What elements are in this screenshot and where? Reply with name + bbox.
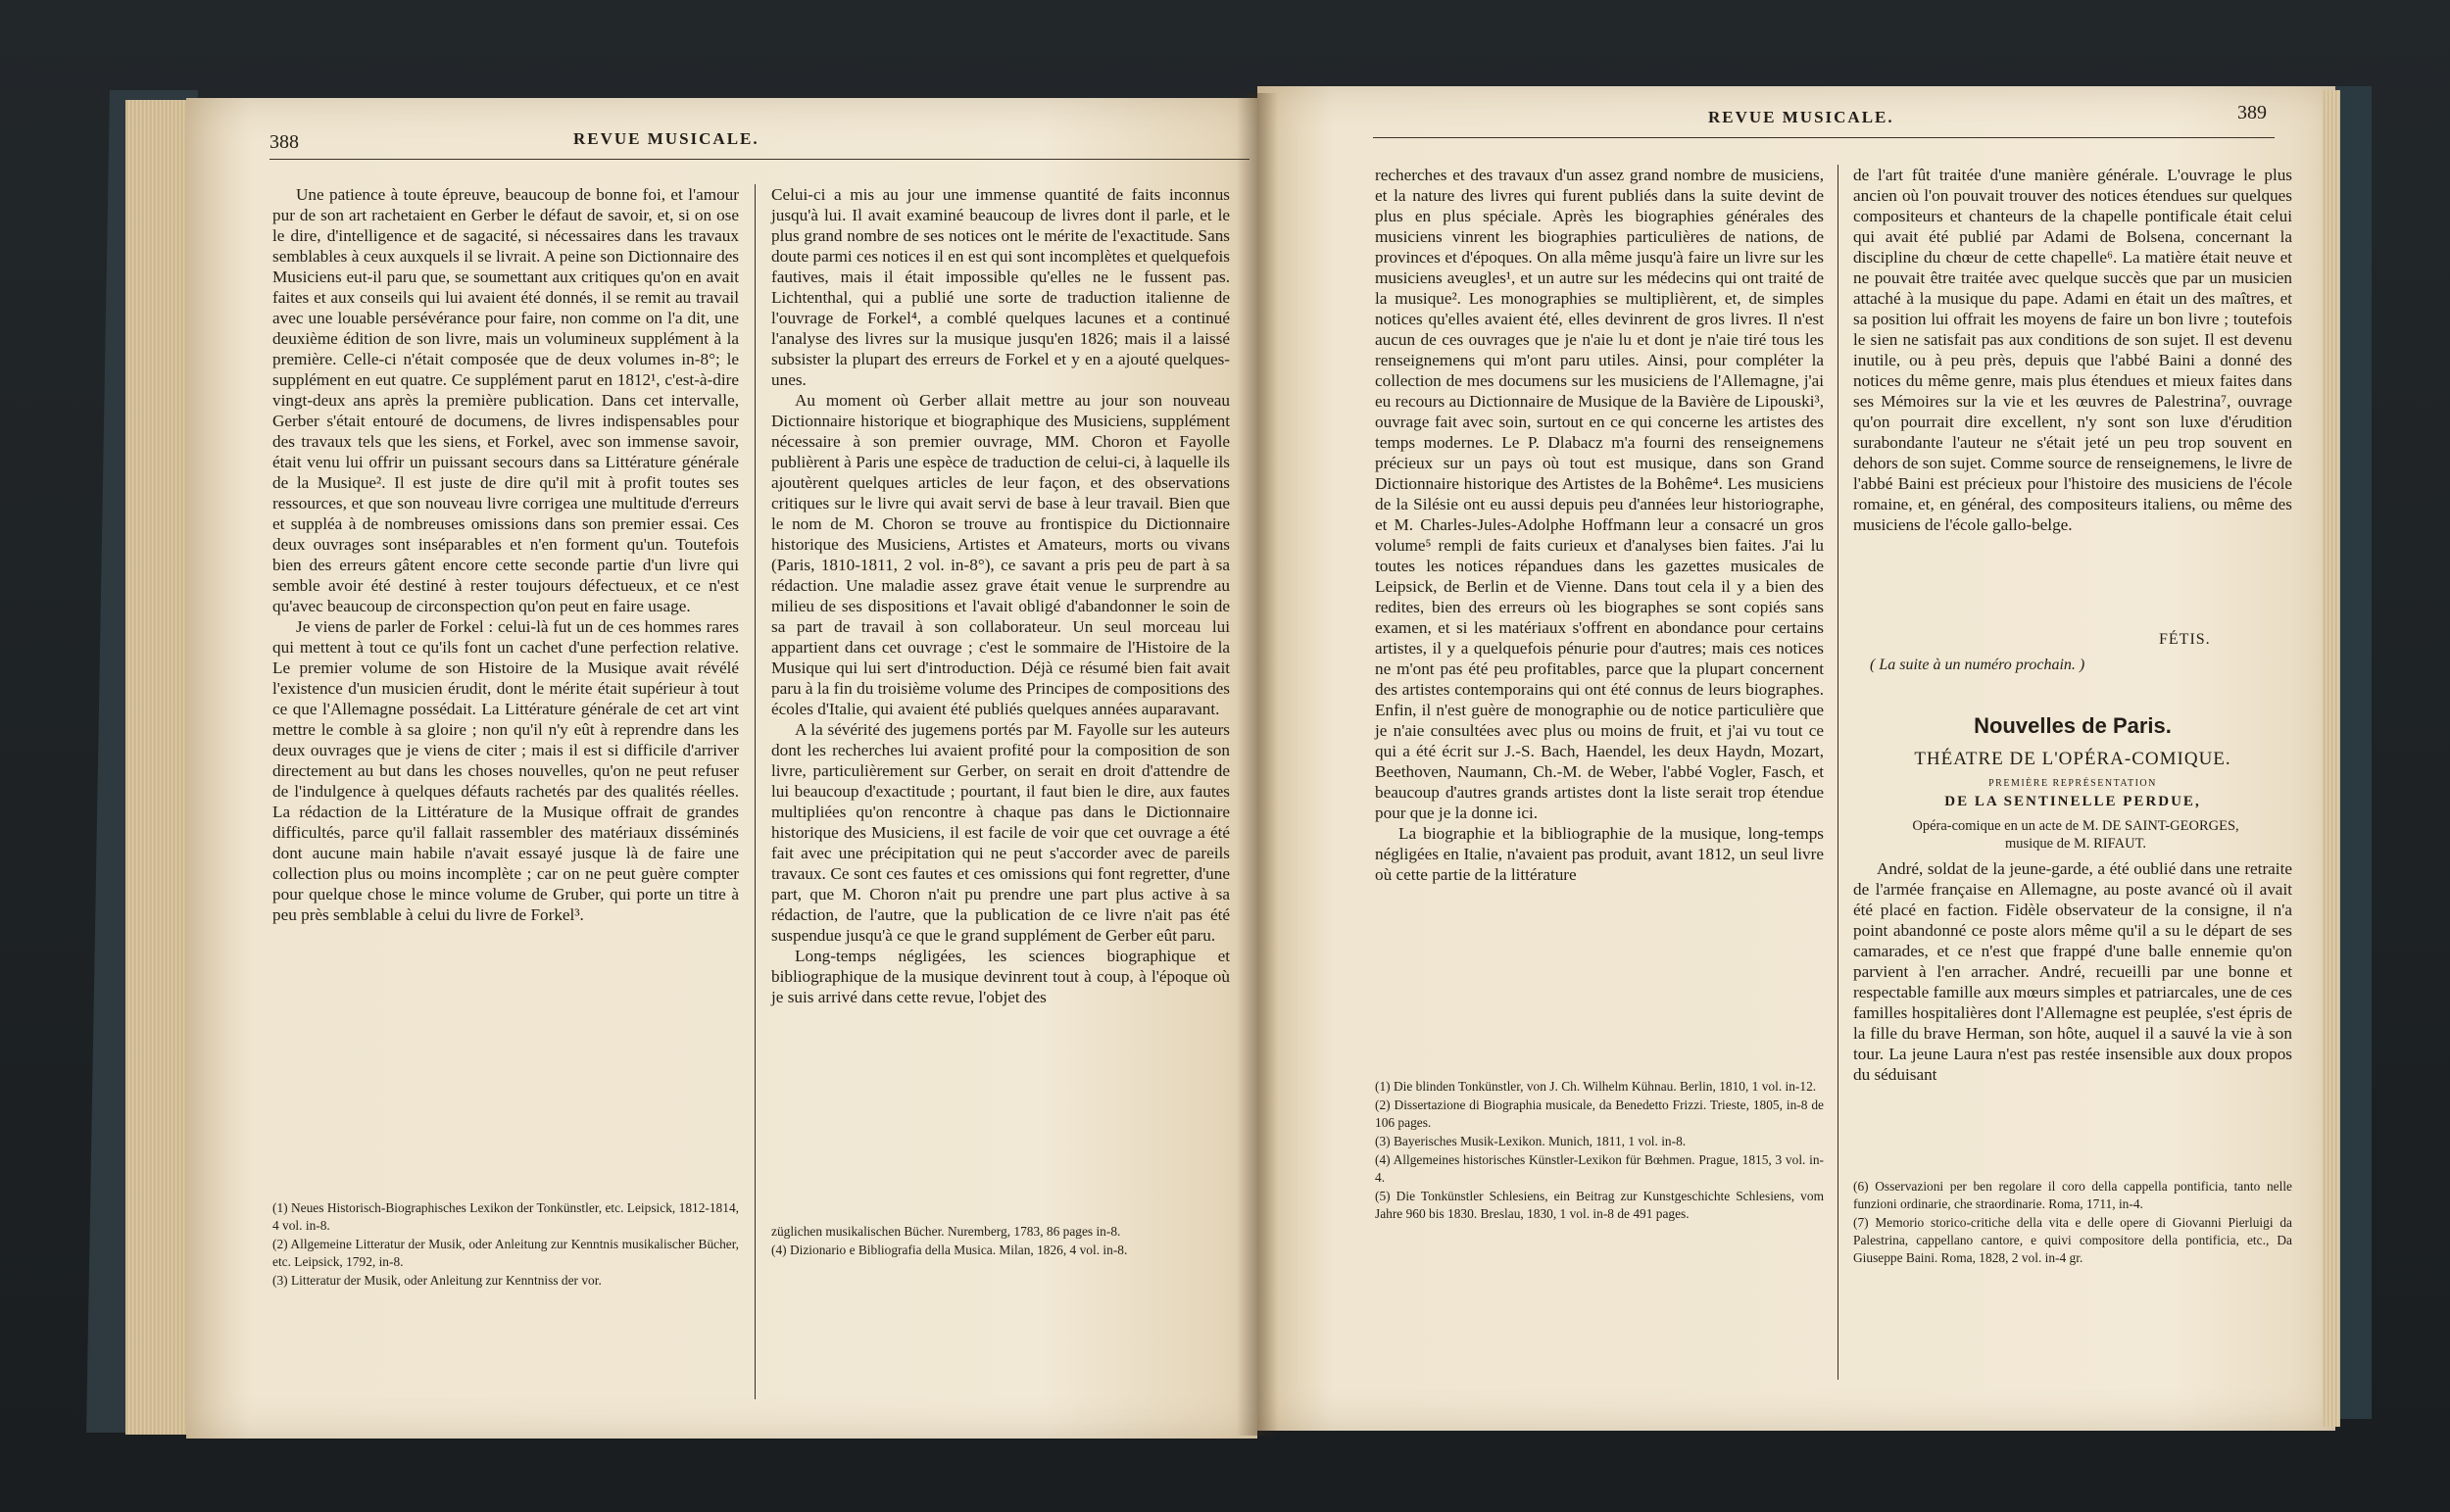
paragraph: Celui-ci a mis au jour une immense quantité de faits inconnus jusqu'à lui. Il avait examiné beaucoup de livres dont il parle, et le plus grand nombre de ses notices ont le mérite de l'exactitude. Sans doute parmi ces notices il en est qui sont incomplètes et quelquefois fautives, mais il était impossible qu'elles ne le fussent pas. Lichtenthal, qui a publié une sorte de traduction italienne de l'ouvrage de Forkel⁴, a comblé quelques lacunes et a continué l'analyse des livres sur la musique jusqu'en 1826; mais il a laissé subsister la plupart des erreurs de Forkel et y en a ajouté quelques-unes.	[771, 185, 1230, 389]
header-rule	[270, 159, 1250, 160]
paragraph: recherches et des travaux d'un assez grand nombre de musiciens, et la nature des livres qui furent publiés dans la suite devint de plus en plus spéciale. Après les biographies générales des musiciens vinrent les biographies particulières de nations, de provinces et d'époques. On alla même jusqu'à faire un livre sur les musiciens aveugles¹, et un autre sur les médecins qui ont traité de la musique². Les monographies se multiplièrent, et, de simples notices qu'elles avaient été, elles devinrent de gros livres. Il n'est aucun de ces ouvrages que je n'aie lu et dont je n'aie tiré tous les renseignemens qui m'ont paru utiles. Ainsi, pour compléter la collection de mes documens sur les musiciens de l'Allemagne, j'ai eu recours au Dictionnaire de Musique de la Bavière de Lipouski³, ouvrage fait avec soin, surtout en ce qui concerne les artistes des temps modernes. Le P. Dlabacz m'a fourni des renseignemens précieux sur un pays où tout est musique, dans son Grand Dictionnaire historique des Artistes de la Bohême⁴. Les musiciens de la Silésie ont eu aussi depuis peu d'années leur historiographe, et M. Charles-Jules-Adolphe Hoffmann leur a consacré un gros volume⁵ rempli de faits curieux et d'analyses bien faites. J'ai lu toutes les notices répandues dans les gazettes musicales de Leipsick, de Berlin et de Vienne. Dans tout cela il y a bien des redites, bien des erreurs où les biographes se sont copiés sans examen, et si les matériaux s'offrent en abondance pour certains artistes, il y a quelquefois pénurie pour d'autres; mais ces notices ne m'ont pas été peu profitables, parce que la plupart concernent des artistes contemporains qui ont été connus de leurs biographes. Enfin, il n'est guère de monographie ou de notice particulière que je n'aie consultées avec plus ou moins de fruit, et j'ai vu tout ce qui a été écrit sur J.-S. Bach, Haendel, les deux Haydn, Mozart, Beethoven, Naumann, Ch.-M. de Weber, l'abbé Vogler, Fasch, et beaucoup d'autres grands artistes dont la liste serait trop étendue pour que je la donne ici.	[1375, 166, 1824, 822]
paragraph: Au moment où Gerber allait mettre au jour son nouveau Dictionnaire historique et biographique des Musiciens, supplément nécessaire à son premier ouvrage, MM. Choron et Fayolle publièrent à Paris une espèce de traduction de celui-ci, à laquelle ils ajoutèrent quelques articles de leur façon, et des observations critiques sur le livre qui avait servi de base à leur travail. Bien que le nom de M. Choron se trouve au frontispice du Dictionnaire historique des Musiciens, Artistes et Amateurs, morts ou vivans (Paris, 1810-1811, 2 vol. in-8°), ce savant a pris peu de part à sa rédaction. Une maladie assez grave était venue le surprendre au milieu de ses dispositions et l'avait obligé d'abandonner le soin de sa part de travail à son collaborateur. Un seul morceau lui appartient dans cet ouvrage ; c'est le sommaire de l'Histoire de la Musique qui lui sert d'introduction. Déjà ce résumé bien fait avait paru à la fin du troisième volume des Principes de compositions des écoles d'Italie, qui avaient été publiés quelques années auparavant.	[771, 391, 1230, 718]
book-gutter	[1237, 93, 1278, 1436]
running-head: REVUE MUSICALE.	[573, 129, 760, 148]
footnote: (2) Dissertazione di Biographia musicale, da Benedetto Frizzi. Trieste, 1805, in-8 de 106 pages.	[1375, 1097, 1824, 1130]
footnote: (4) Allgemeines historisches Künstler-Lexikon für Bœhmen. Prague, 1815, 3 vol. in-4.	[1375, 1152, 1824, 1185]
premiere-label: PREMIÈRE REPRÉSENTATION	[1988, 778, 2157, 789]
left-column-2-footnotes	[771, 1223, 1230, 1260]
continuation-note: ( La suite à un numéro prochain. )	[1870, 657, 2085, 673]
footnote: (3) Bayerisches Musik-Lexikon. Munich, 1811, 1 vol. in-8.	[1375, 1134, 1687, 1148]
right-page	[1257, 86, 2335, 1431]
header-rule	[1373, 137, 2275, 138]
right-column-2-top	[1853, 165, 2292, 713]
paragraph: La biographie et la bibliographie de la musique, long-temps négligées en Italie, n'avaient pas produit, avant 1812, un seul livre où cette partie de la littérature	[1375, 824, 1824, 884]
paragraph: Long-temps négligées, les sciences biographique et bibliographique de la musique devinrent tout à coup, à l'époque où je suis arrivé dans cette revue, l'objet des	[771, 947, 1230, 1006]
footnote: (1) Neues Historisch-Biographisches Lexikon der Tonkünstler, etc. Leipsick, 1812-1814, 4 vol. in-8.	[272, 1200, 739, 1233]
footnote: (3) Litteratur der Musik, oder Anleitung zur Kenntniss der vor.	[272, 1273, 602, 1288]
left-column-1	[272, 184, 739, 1270]
author-signature: FÉTIS.	[2159, 631, 2211, 648]
footnote: züglichen musikalischen Bücher. Nuremberg, 1783, 86 pages in-8.	[771, 1224, 1121, 1239]
right-column-1	[1375, 165, 1824, 1154]
left-page-edges	[125, 100, 192, 1435]
left-column-2	[771, 184, 1230, 1270]
footnote: (6) Osservazioni per ben regolare il coro della cappella pontificia, tanto nelle funzioni ordinarie, che straordinarie. Roma, 1711, in-4.	[1853, 1179, 2292, 1211]
page-number: 388	[270, 131, 299, 153]
paragraph: de l'art fût traitée d'une manière générale. L'ouvrage le plus ancien où l'on pouvait trouver des notices étendues sur quelques compositeurs et chanteurs de la chapelle pontificale était celui qui avait été publié par Adami de Bolsena, concernant la discipline du chœur de cette chapelle⁶. La matière était neuve et ne pouvait être traitée avec quelque succès que par un musicien attaché à la musique du pape. Adami en était un des maîtres, et sa position lui offrait les moyens de faire un bon livre ; toutefois le sien ne satisfait pas aux conditions de son sujet. Il est devenu inutile, ou à peu près, depuis que l'abbé Baini a donné des notices du même genre, mais plus étendues et mieux faites dans ses Mémoires sur la vie et les œuvres de Palestrina⁷, ouvrage qu'on pourrait dire excellent, n'y sont son luxe d'érudition surabondante l'auteur ne s'était jeté un peu trop souvent en dehors de son sujet. Comme source de renseignemens, le livre de l'abbé Baini est précieux pour l'histoire des musiciens de l'école romaine, et, en général, des compositeurs italiens, ou même des musiciens de l'école gallo-belge.	[1853, 166, 2292, 534]
right-column-2-bottom	[1853, 858, 2292, 1182]
paragraph: Une patience à toute épreuve, beaucoup de bonne foi, et l'amour pur de son art rachetaient en Gerber le défaut de savoir, et, si on ose le dire, d'intelligence et de sagacité, si nécessaires dans les travaux semblables à ceux auxquels il se livrait. A peine son Dictionnaire des Musiciens eut-il paru que, se soumettant aux critiques qu'on en avait faites et aux conseils qui lui avaient été donnés, il se remit au travail avec une louable persévérance pour faire, non comme on l'a dit, une deuxième édition de son livre, mais un volumineux supplément à la première. Celle-ci n'était composée que de deux volumes in-8°; le supplément en eut quatre. Ce supplément parut en 1812¹, c'est-à-dire vingt-deux ans après la première publication. Dans cet intervalle, Gerber s'était entouré de documens, de livres indispensables pour des travaux tels que les siens, et Forkel, avec son immense savoir, était venu lui offrir un puissant secours dans sa Littérature générale de la Musique². Il est juste de dire qu'il mit à profit toutes ses ressources, et que son nouveau livre corrigea une multitude d'erreurs et suppléa à de nombreuses omissions dans son premier essai. Ces deux ouvrages sont inséparables et n'en forment qu'un. Toutefois bien des erreurs gâtent encore cette seconde partie d'un livre qui semble avoir été destiné à rester toujours défectueux, et ce n'est qu'avec beaucoup de circonspection qu'on peut en faire usage.	[272, 185, 739, 615]
footnote: (4) Dizionario e Bibliografia della Musica. Milan, 1826, 4 vol. in-8.	[771, 1243, 1128, 1257]
play-description: Opéra-comique en un acte de M. DE SAINT-GEORGES, musique de M. RIFAUT.	[1912, 818, 2239, 852]
paragraph: A la sévérité des jugemens portés par M. Fayolle sur les auteurs dont les recherches lui avaient profité pour la composition de son livre, particulièrement sur Gerber, on serait en droit d'attendre de lui beaucoup d'exactitude ; pourtant, il faut bien le dire, aux fautes multipliées qu'on rencontre à chaque pas dans le Dictionnaire historique des Musiciens, il est facile de voir que cet ouvrage a été fait avec une précipitation qui ne peut s'accorder avec de pareils travaux. Ce sont ces fautes et ces omissions qui font regretter, d'une part, que M. Choron n'ait pu prendre une part plus active à sa rédaction, de l'autre, que la publication de ce livre n'ait pas été suspendue jusqu'à ce que le grand supplément de Gerber eût paru.	[771, 720, 1230, 945]
paragraph: Je viens de parler de Forkel : celui-là fut un de ces hommes rares qui mettent à tout ce qu'ils font un cachet d'une perfection relative. Le premier volume de son Histoire de la Musique avait révélé l'existence d'un musicien érudit, dont le mérite était supérieur à tout ce que l'Allemagne possédait. La Littérature générale de cet art vint mettre le comble à sa gloire ; non qu'il n'y eût à reprendre dans les deux ouvrages que je viens de citer ; mais il est si difficile d'arriver directement au but dans les choses nouvelles, qu'on ne peut refuser de l'indulgence à quelques défauts rachetés par des qualités réelles. La rédaction de la Littérature de la Musique offrait de grandes difficultés, parce qu'il fallait rassembler des matériaux disséminés dont aucune main habile n'avait essayé jusque là de faire une collection plus ou moins incomplète ; car on ne peut guère compter pour quelque chose le mince volume de Gruber, qui porte un titre à peu près semblable à celui du livre de Forkel³.	[272, 617, 739, 924]
paragraph: André, soldat de la jeune-garde, a été oublié dans une retraite de l'armée française en Allemagne, au poste avancé où il avait été placé en faction. Fidèle observateur de la consigne, il n'a point abandonné ce poste alors même qu'il a su le départ de ses camarades, et ce n'est que frappé d'une balle ennemie qu'on parvient à l'en arracher. André, recueilli par une bonne et respectable famille aux mœurs simples et patriarcales, une de ces familles hospitalières dont l'Allemagne est peuplée, s'est épris de la fille du brave Herman, son hôte, auquel il a sauvé la vie à son tour. La jeune Laura n'est pas restée insensible aux doux propos du séduisant	[1853, 859, 2292, 1084]
left-column-1-footnotes	[272, 1199, 739, 1291]
footnote: (7) Memorio storico-critiche della vita e delle opere di Giovanni Pierluigi da Palestrina, cappellano cantore, e quivi compositore della pontificia, etc., Da Giuseppe Baini. Roma, 1828, 2 vol. in-4 gr.	[1853, 1215, 2292, 1265]
play-title: DE LA SENTINELLE PERDUE,	[1944, 794, 2201, 809]
section-title: Nouvelles de Paris.	[1974, 713, 2172, 738]
column-rule	[755, 184, 756, 1399]
left-page	[186, 98, 1257, 1439]
right-page-edges	[2323, 90, 2340, 1427]
footnote: (1) Die blinden Tonkünstler, von J. Ch. Wilhelm Kühnau. Berlin, 1810, 1 vol. in-12.	[1375, 1079, 1817, 1094]
running-head: REVUE MUSICALE.	[1708, 108, 1894, 126]
theatre-heading: THÉATRE DE L'OPÉRA-COMIQUE.	[1914, 749, 2231, 769]
right-column-1-footnotes	[1375, 1078, 1824, 1224]
right-column-2-footnotes	[1853, 1178, 2292, 1268]
page-number: 389	[2237, 102, 2267, 123]
footnote: (2) Allgemeine Litteratur der Musik, oder Anleitung zur Kenntnis musikalischer Bücher, etc. Leipsick, 1792, in-8.	[272, 1237, 739, 1269]
footnote: (5) Die Tonkünstler Schlesiens, ein Beitrag zur Kunstgeschichte Schlesiens, vom Jahre 960 bis 1830. Breslau, 1830, 1 vol. in-8 de 491 pages.	[1375, 1189, 1824, 1221]
